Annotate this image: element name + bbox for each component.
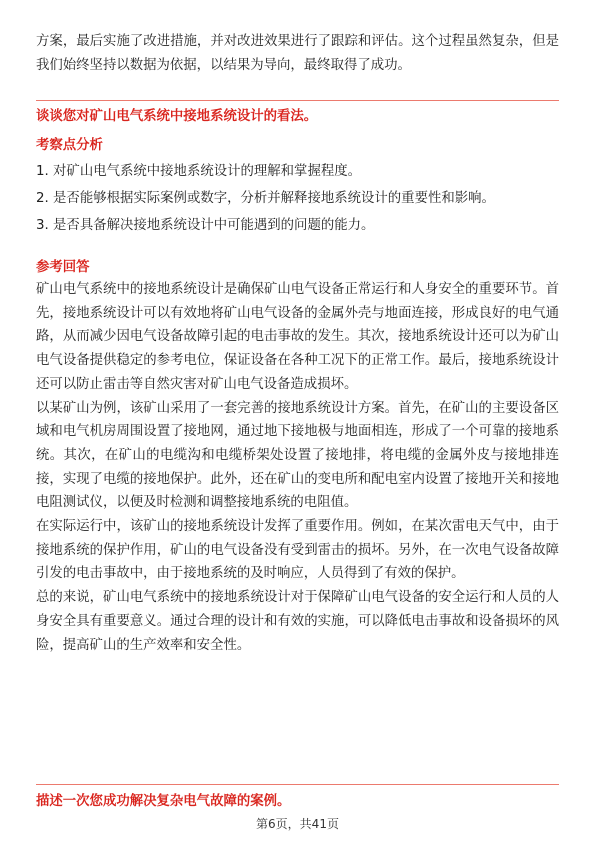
answer-paragraph: 在实际运行中，该矿山的接地系统设计发挥了重要作用。例如，在某次雷电天气中，由于接地系统的保护作用，矿山的电气设备没有受到雷击的损坏。另外，在一次电气设备故障引发的电击事故中，由于接地系统的及时响应，人员得到了有效的保护。 — [36, 519, 559, 582]
answer-body — [36, 278, 559, 657]
answer-paragraph: 矿山电气系统中的接地系统设计是确保矿山电气设备正常运行和人身安全的重要环节。首先，接地系统设计可以有效地将矿山电气设备的金属外壳与地面连接，形成良好的电气通路，从而减少因电气设备故障引起的电击事故的发生。其次，接地系统设计还可以为矿山电气设备提供稳定的参考电位，保证设备在各种工况下的正常工作。最后，接地系统设计还可以防止雷击等自然灾害对矿山电气设备造成损坏。 — [36, 282, 559, 392]
answer-paragraph: 总的来说，矿山电气系统中的接地系统设计对于保障矿山电气设备的安全运行和人员的人身安全具有重要意义。通过合理的设计和有效的实施，可以降低电击事故和设备损坏的风险，提高矿山的生产效率和安全性。 — [36, 590, 559, 653]
list-item: 3. 是否具备解决接地系统设计中可能遇到的问题的能力。 — [36, 218, 375, 233]
intro-paragraph: 方案，最后实施了改进措施，并对改进效果进行了跟踪和评估。这个过程虽然复杂，但是我们始终坚持以数据为依据，以结果为导向，最终取得了成功。 — [36, 34, 559, 73]
answer-paragraph: 以某矿山为例，该矿山采用了一套完善的接地系统设计方案。首先，在矿山的主要设备区域和电气机房周围设置了接地网，通过地下接地极与地面相连，形成了一个可靠的接地系统。其次，在矿山的电缆沟和电缆桥架处设置了接地排，将电缆的金属外皮与接地排连接，实现了电缆的接地保护。此外，还在矿山的变电所和配电室内设置了接地开关和接地电阻测试仪，以便及时检测和调整接地系统的电阻值。 — [36, 400, 559, 511]
list-item: 2. 是否能够根据实际案例或数字，分析并解释接地系统设计的重要性和影响。 — [36, 191, 495, 206]
section-divider — [36, 784, 559, 785]
next-question-title: 描述一次您成功解决复杂电气故障的案例。 — [36, 794, 291, 809]
list-item: 1. 对矿山电气系统中接地系统设计的理解和掌握程度。 — [36, 164, 362, 179]
page-number: 第6页，共41页 — [256, 817, 339, 831]
analysis-list — [36, 158, 559, 239]
section-divider — [36, 100, 559, 101]
answer-heading: 参考回答 — [36, 260, 90, 275]
analysis-heading: 考察点分析 — [36, 138, 103, 153]
question-title: 谈谈您对矿山电气系统中接地系统设计的看法。 — [36, 109, 318, 124]
